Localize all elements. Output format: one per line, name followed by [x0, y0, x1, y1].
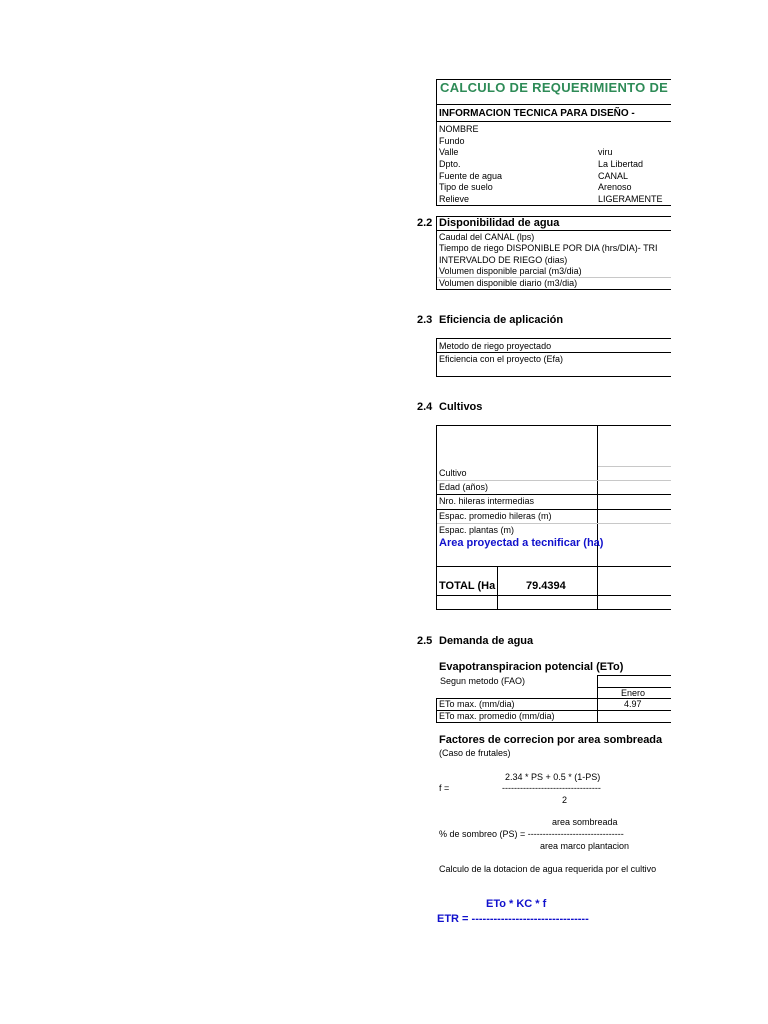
info-value: Arenoso [598, 182, 632, 192]
section-number: 2.5 [417, 635, 433, 647]
section-title: Eficiencia de aplicación [439, 314, 564, 326]
eto-method: Segun metodo (FAO) [440, 676, 526, 686]
efficiency-row: Eficiencia con el proyecto (Efa) [439, 354, 564, 364]
crop-row-label: Espac. promedio hileras (m) [439, 511, 552, 521]
eto-max-label: ETo max. (mm/dia) [439, 699, 515, 709]
section-title: Demanda de agua [439, 635, 534, 647]
info-value: La Libertad [598, 159, 644, 169]
ps-line: % de sombreo (PS) = -------------------------------- [439, 829, 624, 839]
eto-title: Evapotranspiracion potencial (ETo) [439, 661, 624, 673]
info-label: NOMBRE [439, 124, 479, 134]
info-label: Dpto. [439, 159, 461, 169]
eto-prom-label: ETo max. promedio (mm/dia) [439, 711, 555, 721]
info-label: Fuente de agua [439, 171, 503, 181]
case-note: (Caso de frutales) [439, 748, 511, 758]
crop-row-label: Nro. hileras intermedias [439, 496, 535, 506]
availability-row: INTERVALDO DE RIEGO (dias) [439, 255, 568, 265]
formula-numerator: 2.34 * PS + 0.5 * (1-PS) [505, 772, 601, 782]
formula-dashes: --------------------------------- [502, 783, 601, 793]
section-number: 2.4 [417, 401, 433, 413]
availability-row: Caudal del CANAL (lps) [439, 232, 535, 242]
formula-denominator: 2 [562, 795, 568, 805]
crop-row-label: Edad (años) [439, 482, 489, 492]
factors-title: Factores de correcion por area sombreada [439, 734, 663, 746]
area-label: Area proyectad a tecnificar (ha) [439, 537, 604, 549]
info-value: LIGERAMENTE [598, 194, 663, 204]
info-label: Relieve [439, 194, 470, 204]
section-title: Cultivos [439, 401, 483, 413]
dotacion-note: Calculo de la dotacion de agua requerida por el cultivo [439, 864, 657, 874]
sheet-title: CALCULO DE REQUERIMIENTO DE [440, 80, 669, 95]
crop-row-label: Cultivo [439, 468, 467, 478]
section-title: Disponibilidad de agua [439, 217, 560, 229]
info-value: viru [598, 147, 613, 157]
month-header: Enero [621, 688, 646, 698]
ps-bottom: area marco plantacion [540, 841, 630, 851]
etr-numerator: ETo * KC * f [486, 898, 547, 910]
section-number: 2.2 [417, 217, 433, 229]
ps-top: area sombreada [552, 817, 618, 827]
total-value: 79.4394 [526, 580, 566, 592]
info-header: INFORMACION TECNICA PARA DISEÑO - [439, 108, 635, 119]
eto-max-value: 4.97 [624, 699, 642, 709]
total-label: TOTAL (Ha [439, 580, 496, 592]
availability-row: Volumen disponible parcial (m3/dia) [439, 266, 582, 276]
crop-row-label: Espac. plantas (m) [439, 525, 515, 535]
info-value: CANAL [598, 171, 629, 181]
efficiency-row: Metodo de riego proyectado [439, 341, 552, 351]
section-number: 2.3 [417, 314, 433, 326]
info-label: Valle [439, 147, 459, 157]
formula-f: f = [439, 783, 450, 793]
info-label: Tipo de suelo [439, 182, 493, 192]
availability-row: Volumen disponible diario (m3/dia) [439, 278, 578, 288]
availability-row: Tiempo de riego DISPONIBLE POR DIA (hrs/DIA)- TRI [439, 243, 658, 253]
etr-line: ETR = -------------------------------- [437, 913, 589, 925]
info-label: Fundo [439, 136, 465, 146]
